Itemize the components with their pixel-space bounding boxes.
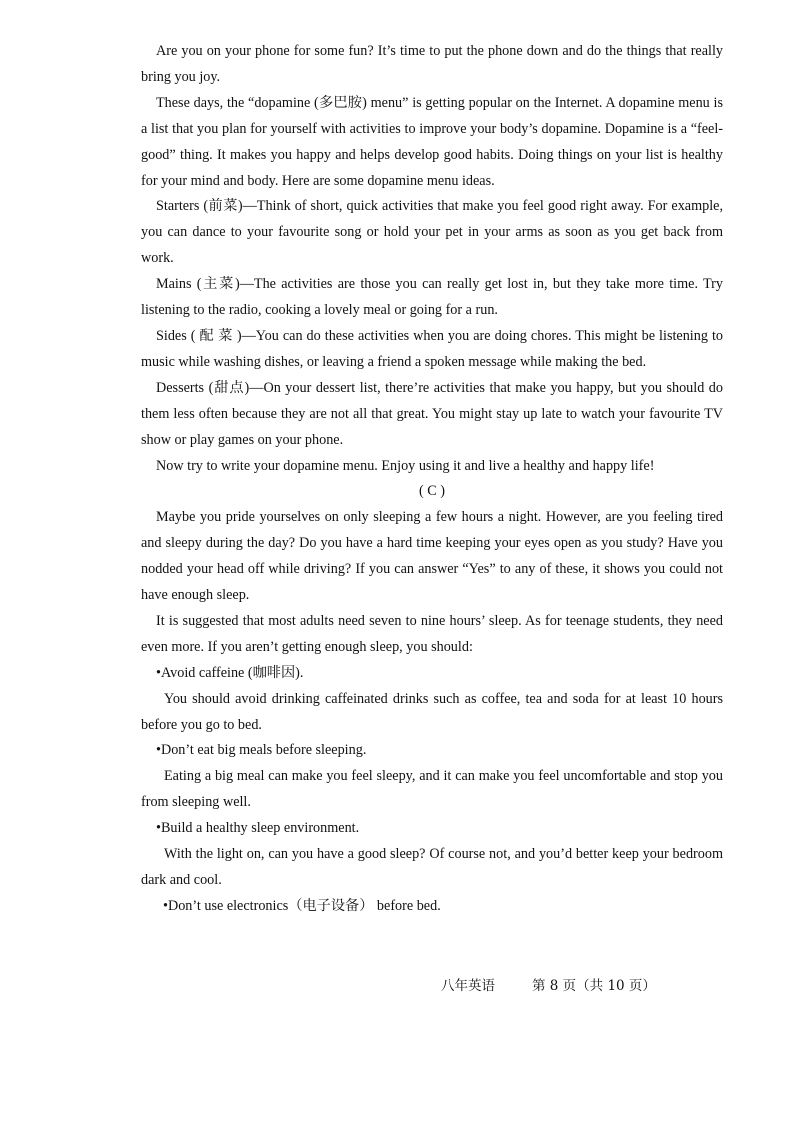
tip-environment-body: With the light on, can you have a good sleep? Of course not, and you’d better keep your bedroom dark and cool. [141,846,723,888]
paragraph-intro: Are you on your phone for some fun? It’s time to put the phone down and do the things that really bring you joy. [141,43,723,85]
page-body [141,39,723,920]
section-heading-c: ( C ) [418,483,445,500]
passage-b [141,39,723,479]
paragraph-sleep-advice: It is suggested that most adults need seven to nine hours’ sleep. As for teenage students, they need even more. If you aren’t getting enough sleep, you should: [141,612,723,655]
paragraph-sleep-intro: Maybe you pride yourselves on only sleeping a few hours a night. However, are you feeling tired and sleepy during the day? Do you have a hard time keeping your eyes open as you study? Have you nodded your head off while driving? If you can answer “Yes” to any of these, it shows you could not have enough sleep. [141,509,723,604]
paragraph-dopamine-menu: These days, the “dopamine (多巴胺) menu” is getting popular on the Internet. A dopamine menu is a list that you plan for yourself with activities to improve your body’s dopamine. Dopamine is a “feel-good” thing. It makes you happy and helps develop good habits. Doing things on your list is healthy for your mind and body. Here are some dopamine menu ideas. [141,94,723,189]
paragraph-conclusion: Now try to write your dopamine menu. Enjoy using it and live a healthy and happy life! [156,457,655,474]
tip-caffeine-body: You should avoid drinking caffeinated drinks such as coffee, tea and soda for at least 10 hours before you go to bed. [141,690,723,733]
paragraph-starters: Starters (前菜)—Think of short, quick activities that make you feel good right away. For example, you can dance to your favourite song or hold your pet in your arms as soon as you get back from work. [141,198,723,267]
tip-environment-title: •Build a healthy sleep environment. [156,820,360,837]
paragraph-mains: Mains (主菜)—The activities are those you can really get lost in, but they take more time. Try listening to the radio, cooking a lovely meal or going for a run. [141,276,723,319]
tip-electronics-title: •Don’t use electronics（电子设备） before bed. [163,897,441,914]
footer-page-number: 第 8 页（共 10 页） [532,978,656,994]
tip-big-meals-title: •Don’t eat big meals before sleeping. [156,742,367,759]
tip-big-meals-body: Eating a big meal can make you feel sleepy, and it can make you feel uncomfortable and stop you from sleeping well. [141,768,723,811]
paragraph-sides: Sides ( 配 菜 )—You can do these activities when you are doing chores. This might be listening to music while washing dishes, or leaving a friend a spoken message while making the bed. [141,327,723,370]
paragraph-desserts: Desserts (甜点)—On your dessert list, there’re activities that make you happy, but you should do them less often because they are not all that great. You might stay up late to watch your favourite TV show or play games on your phone. [141,379,723,448]
passage-c [141,479,723,919]
footer-subject: 八年英语 [441,978,495,994]
tip-caffeine-title: •Avoid caffeine (咖啡因). [156,664,304,681]
